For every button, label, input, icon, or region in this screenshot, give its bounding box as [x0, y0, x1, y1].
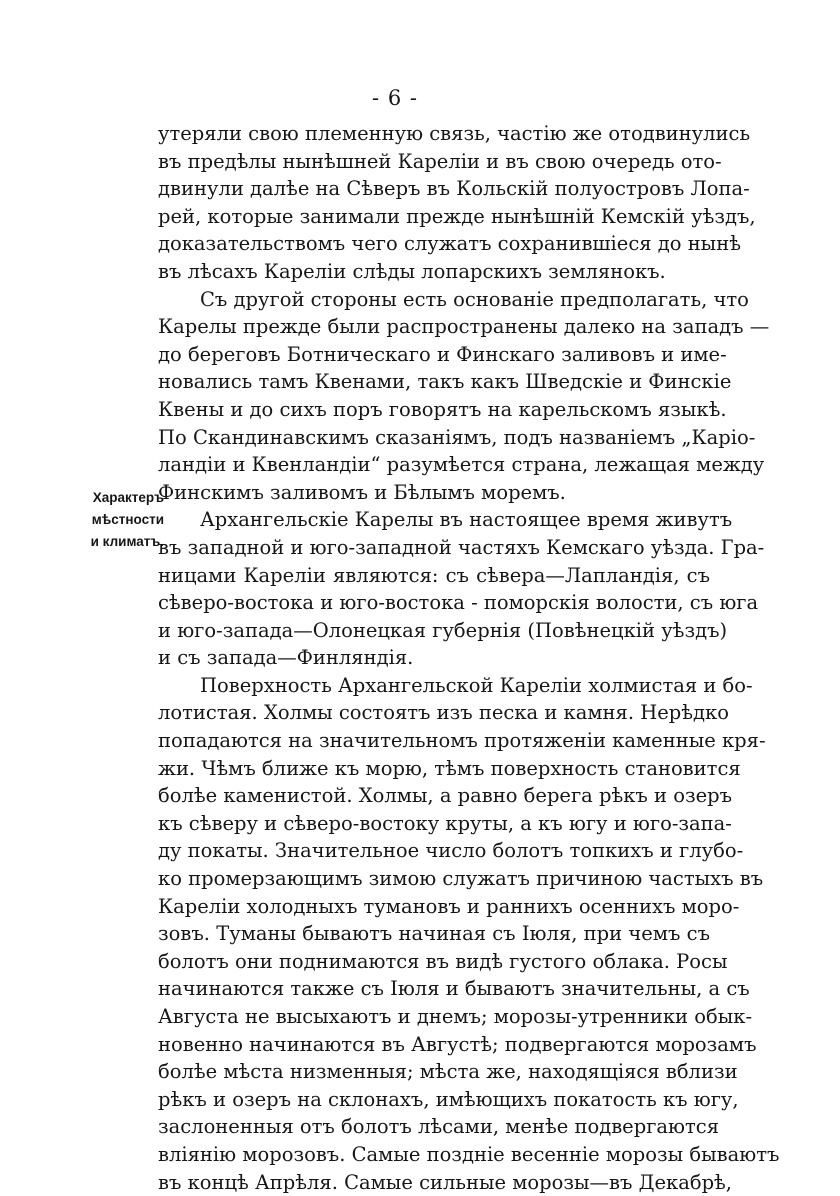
text-line: Съ другой стороны есть основаніе предполагать, что	[200, 287, 749, 311]
text-line: ландіи и Квенландіи“ разумѣется страна, лежащая между	[158, 453, 765, 477]
text-line: до береговъ Ботническаго и Финскаго заливовъ и име-	[158, 342, 727, 366]
text-line: зовъ. Туманы бываютъ начиная съ Іюля, при чемъ съ	[158, 922, 710, 946]
text-line: Кареліи холодныхъ тумановъ и раннихъ осеннихъ моро-	[158, 894, 740, 918]
paragraph	[158, 672, 780, 1196]
text-line: болотъ они поднимаются въ видѣ густого облака. Росы	[158, 949, 728, 973]
text-line: Архангельскіе Карелы въ настоящее время живутъ	[200, 508, 733, 532]
text-line: Карелы прежде были распространены далеко на западъ —	[158, 315, 770, 339]
text-line: утеряли свою племенную связь, частію же отодвинулись	[158, 122, 751, 145]
text-line: Финскимъ заливомъ и Бѣлымъ моремъ.	[158, 480, 566, 504]
text-line: и юго-запада—Олонецкая губернія (Повѣнецкій уѣздъ)	[158, 618, 728, 642]
text-line: болѣе мѣста низменныя; мѣста же, находящіяся вблизи	[158, 1060, 738, 1084]
text-line: Квены и до сихъ поръ говорятъ на карельскомъ языкѣ.	[158, 397, 727, 421]
text-line: сѣверо-востока и юго-востока - поморскія волости, съ юга	[158, 591, 759, 615]
marginal-note-line: мѣстности	[91, 512, 164, 527]
text-line: рѣкъ и озеръ на склонахъ, имѣющихъ покатость къ югу,	[158, 1087, 739, 1111]
text-line: вліянію морозовъ. Самые поздніе весенніе морозы бываютъ	[158, 1142, 780, 1166]
text-line: и съ запада—Финляндія.	[158, 646, 414, 670]
text-line: новенно начинаются въ Августѣ; подвергаются морозамъ	[158, 1032, 757, 1056]
paragraph	[158, 120, 756, 286]
body-text	[158, 120, 780, 1196]
marginal-note-line: и климатъ.	[90, 534, 164, 549]
paragraph	[158, 286, 770, 507]
text-line: въ западной и юго-западной частяхъ Кемскаго уѣзда. Гра-	[158, 535, 765, 559]
paragraph	[158, 506, 765, 672]
text-line: новались тамъ Квенами, такъ какъ Шведскіе и Финскіе	[158, 370, 732, 394]
text-line: Поверхность Архангельской Кареліи холмистая и бо-	[200, 673, 753, 697]
text-line: рей, которые занимали прежде нынѣшній Кемскій уѣздъ,	[158, 204, 756, 228]
text-line: заслоненныя отъ болотъ лѣсами, менѣе подвергаются	[158, 1115, 720, 1139]
text-line: ду покаты. Значительное число болотъ топкихъ и глубо-	[158, 839, 744, 863]
text-line: въ лѣсахъ Кареліи слѣды лопарскихъ землянокъ.	[158, 259, 666, 283]
text-line: ницами Кареліи являются: съ сѣвера—Лапландія, съ	[158, 563, 710, 587]
text-line: начинаются также съ Іюля и бываютъ значительны, а съ	[158, 977, 750, 1001]
text-line: Августа не высыхаютъ и днемъ; морозы-утренники обык-	[158, 1005, 753, 1028]
text-line: къ сѣверу и сѣверо-востоку круты, а къ югу и юго-запа-	[158, 811, 732, 835]
text-line: жи. Чѣмъ ближе къ морю, тѣмъ поверхность становится	[158, 756, 741, 780]
text-line: лотистая. Холмы состоятъ изъ песка и камня. Нерѣдко	[158, 701, 729, 725]
marginal-note-line: Характеръ	[92, 490, 164, 505]
text-line: По Скандинавскимъ сказаніямъ, подъ названіемъ „Каріо-	[158, 425, 756, 449]
text-line: въ предѣлы нынѣшней Кареліи и въ свою очередь ото-	[158, 149, 722, 173]
text-line: попадаются на значительномъ протяженіи каменные кря-	[158, 729, 766, 753]
page-number: - 6 -	[372, 86, 418, 110]
marginal-note	[82, 487, 164, 553]
text-line: доказательствомъ чего служатъ сохранившіеся до нынѣ	[158, 232, 741, 256]
text-line: въ концѣ Апрѣля. Самые сильные морозы—въ Декабрѣ,	[158, 1170, 733, 1194]
text-line: ко промерзающимъ зимою служатъ причиною частыхъ въ	[158, 867, 764, 891]
text-line: болѣе каменистой. Холмы, а равно берега рѣкъ и озеръ	[158, 784, 733, 808]
text-line: двинули далѣе на Сѣверъ въ Кольскій полуостровъ Лопа-	[158, 177, 750, 201]
